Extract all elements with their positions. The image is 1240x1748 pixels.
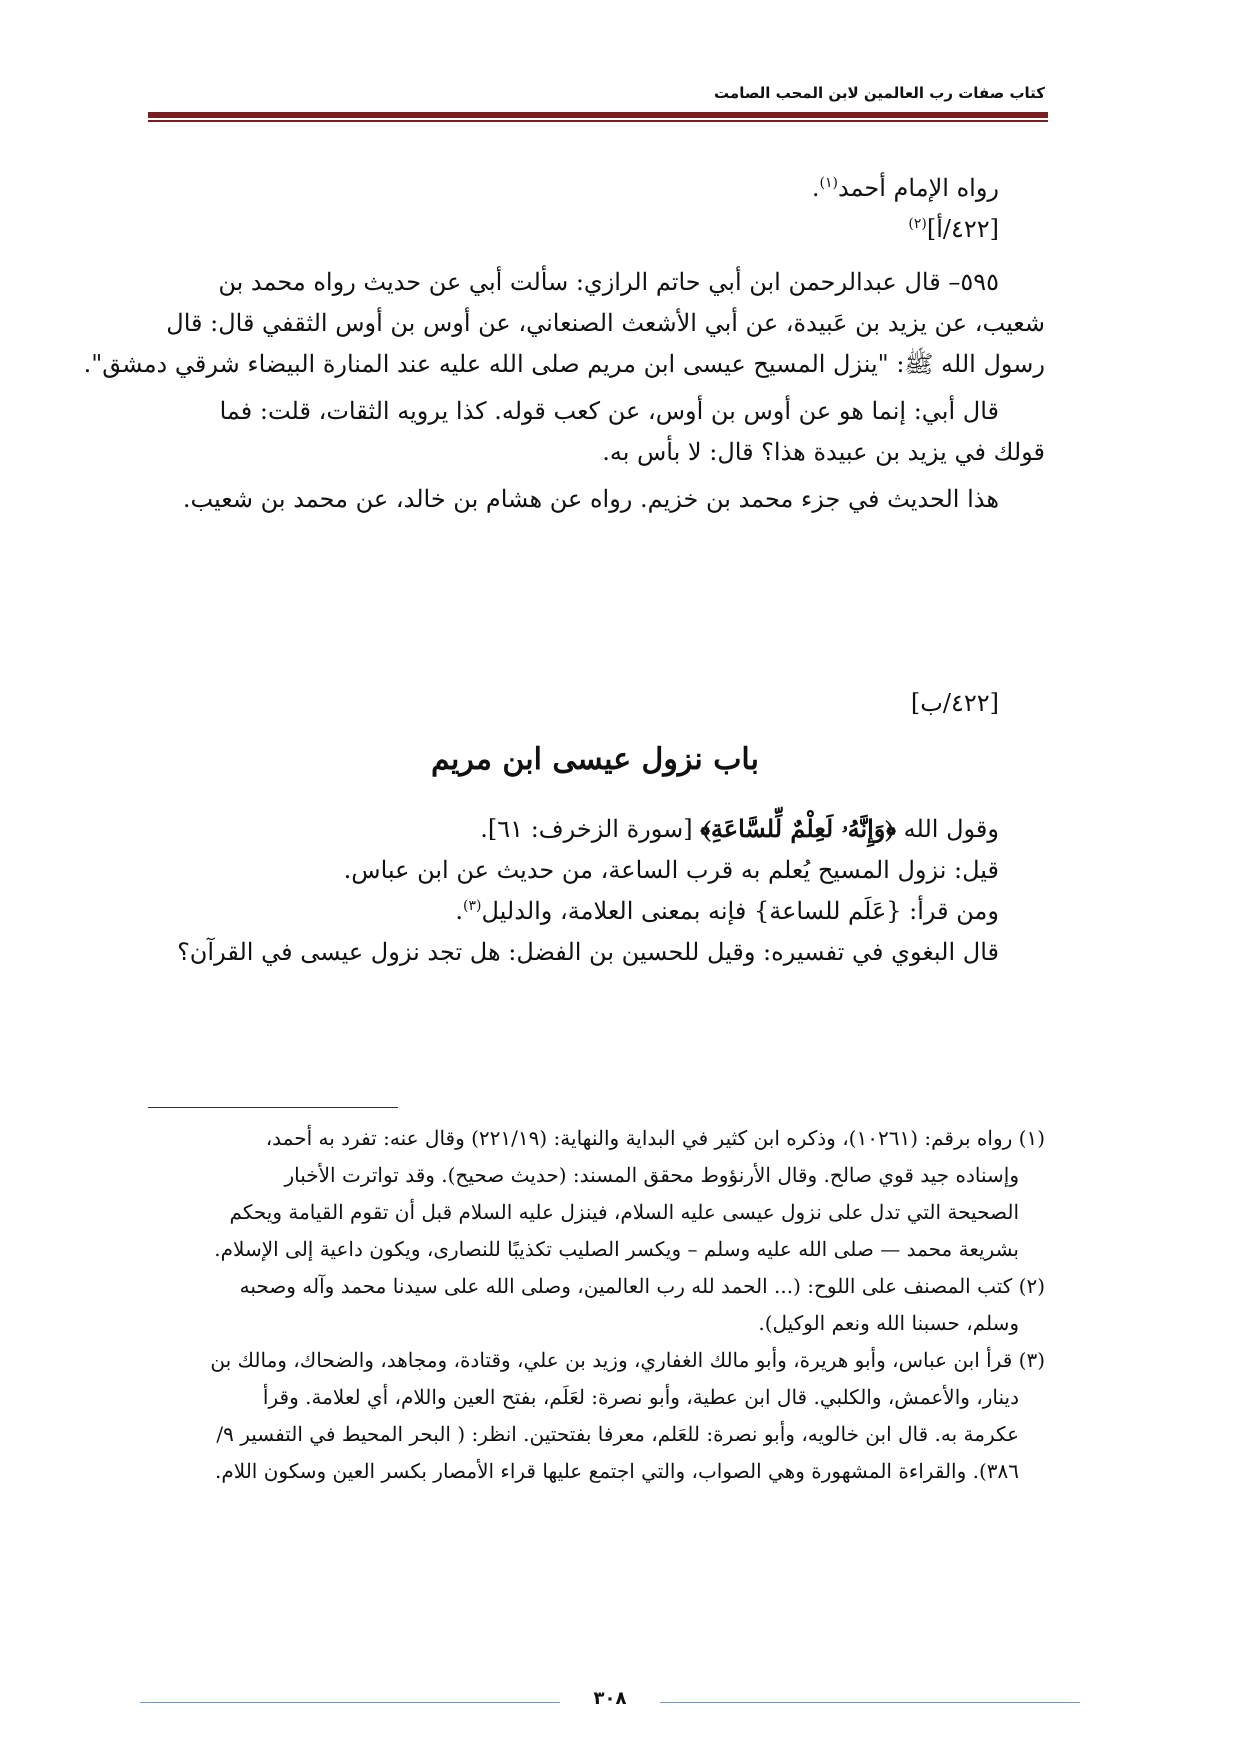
manuscript-folio-marker: [٤٢٢/أ]$^{(٢)}$ <box>908 215 999 243</box>
paragraph-reading-note: ومن قرأ: {عَلَم للساعة} فإنه بمعنى العلامة، والدليل$^{(٣)}$. <box>455 897 999 925</box>
chapter-title: باب نزول عيسى ابن مريم <box>431 742 759 777</box>
footnote-separator <box>148 1107 398 1108</box>
folio-marker-b: [٤٢٢/ب] <box>910 689 999 717</box>
main-text-chapter <box>145 808 1045 973</box>
footer-rule-right <box>660 1702 1080 1703</box>
header-rule-thick <box>148 112 1048 118</box>
paragraph-quran-verse: وقول الله ﴿وَإِنَّهُۥ لَعِلْمٌ لِّلسَّاعَةِ﴾ [سورة الزخرف: ٦١]. <box>480 814 999 843</box>
paragraph-abi-comment: قال أبي: إنما هو عن أوس بن أوس، عن كعب قوله. كذا يرويه الثقات، قلت: فما <box>219 397 999 425</box>
main-text-top <box>83 168 1045 520</box>
paragraph-narration-note: رواه الإمام أحمد$^{(١)}$. <box>811 174 999 202</box>
footnote-2: (٢) كتب المصنف على اللوح: (... الحمد لله رب العالمين، وصلى الله على سيدنا محمد وآله وصحبه وسلم، حسبنا الله ونعم الوكيل). <box>239 1274 1045 1335</box>
paragraph-baghawi: قال البغوي في تفسيره: وقيل للحسين بن الفضل: هل تجد نزول عيسى في القرآن؟ <box>177 938 999 966</box>
footer-rule-left <box>140 1702 560 1703</box>
paragraph-juz-note: هذا الحديث في جزء محمد بن خزيم. رواه عن هشام بن خالد، عن محمد بن شعيب. <box>182 485 999 513</box>
page-number: ٣٠٨ <box>593 1688 627 1709</box>
footnote-ref-1: (١) <box>819 175 838 191</box>
paragraph-hadith-595-line-2: شعيب، عن يزيد بن عَبيدة، عن أبي الأشعث الصنعاني، عن أوس بن أوس الثقفي قال: قال <box>166 309 1045 337</box>
footnotes <box>145 1120 1045 1490</box>
paragraph-hadith-595: ٥٩٥– قال عبدالرحمن ابن أبي حاتم الرازي: سألت أبي عن حديث رواه محمد بن <box>218 268 999 296</box>
paragraph-abi-comment-line-2: قولك في يزيد بن عبيدة هذا؟ قال: لا بأس به. <box>602 438 1045 466</box>
header-rule-thin <box>148 120 1048 122</box>
quran-verse: ﴿وَإِنَّهُۥ لَعِلْمٌ لِّلسَّاعَةِ﴾ <box>700 814 897 843</box>
footnote-1: (١) رواه برقم: (١٠٢٦١)، وذكره ابن كثير في البداية والنهاية: (٢٢١/١٩) وقال عنه: تفرد به أحمد، وإسناده جيد قوي صالح. وقال الأرنؤوط محقق المسند: (حديث صحيح). وقد تواترت الأخبار الصحيحة التي تدل على نزول عيسى عليه السلام، فينزل عليه السلام قبل أن تقوم القيامة ويحكم بشريعة محمد — صلى الله عليه وسلم – ويكسر الصليب تكذيبًا للنصارى، ويكون داعية إلى الإسلام. <box>214 1126 1045 1261</box>
footnote-3: (٣) قرأ ابن عباس، وأبو هريرة، وأبو مالك الغفاري، وزيد بن علي، وقتادة، ومجاهد، والضحاك، ومالك بن دينار، والأعمش، والكلبي. قال ابن عطية، وأبو نصرة: لعَلَم، بفتح العين واللام، أي لعلامة. وقرأ عكرمة به. قال ابن خالويه، وأبو نصرة: للعَلم، معرفا بفتحتين. انظر: ( البحر المحيط في التفسير ٩/ ٣٨٦). والقراءة المشهورة وهي الصواب، والتي اجتمع عليها قراء الأمصار بكسر العين وسكون اللام. <box>210 1348 1045 1483</box>
footnote-ref-2: (٢) <box>908 216 927 232</box>
paragraph-hadith-595-line-3: رسول الله ﷺ: "ينزل المسيح عيسى ابن مريم صلى الله عليه عند المنارة البيضاء شرقي دمشق". <box>83 350 1045 378</box>
paragraph-ibn-abbas: قيل: نزول المسيح يُعلم به قرب الساعة، من حديث عن ابن عباس. <box>343 856 999 884</box>
running-header-title: كتاب صفات رب العالمين لابن المحب الصامت <box>714 84 1045 102</box>
footnote-ref-3: (٣) <box>463 898 482 914</box>
